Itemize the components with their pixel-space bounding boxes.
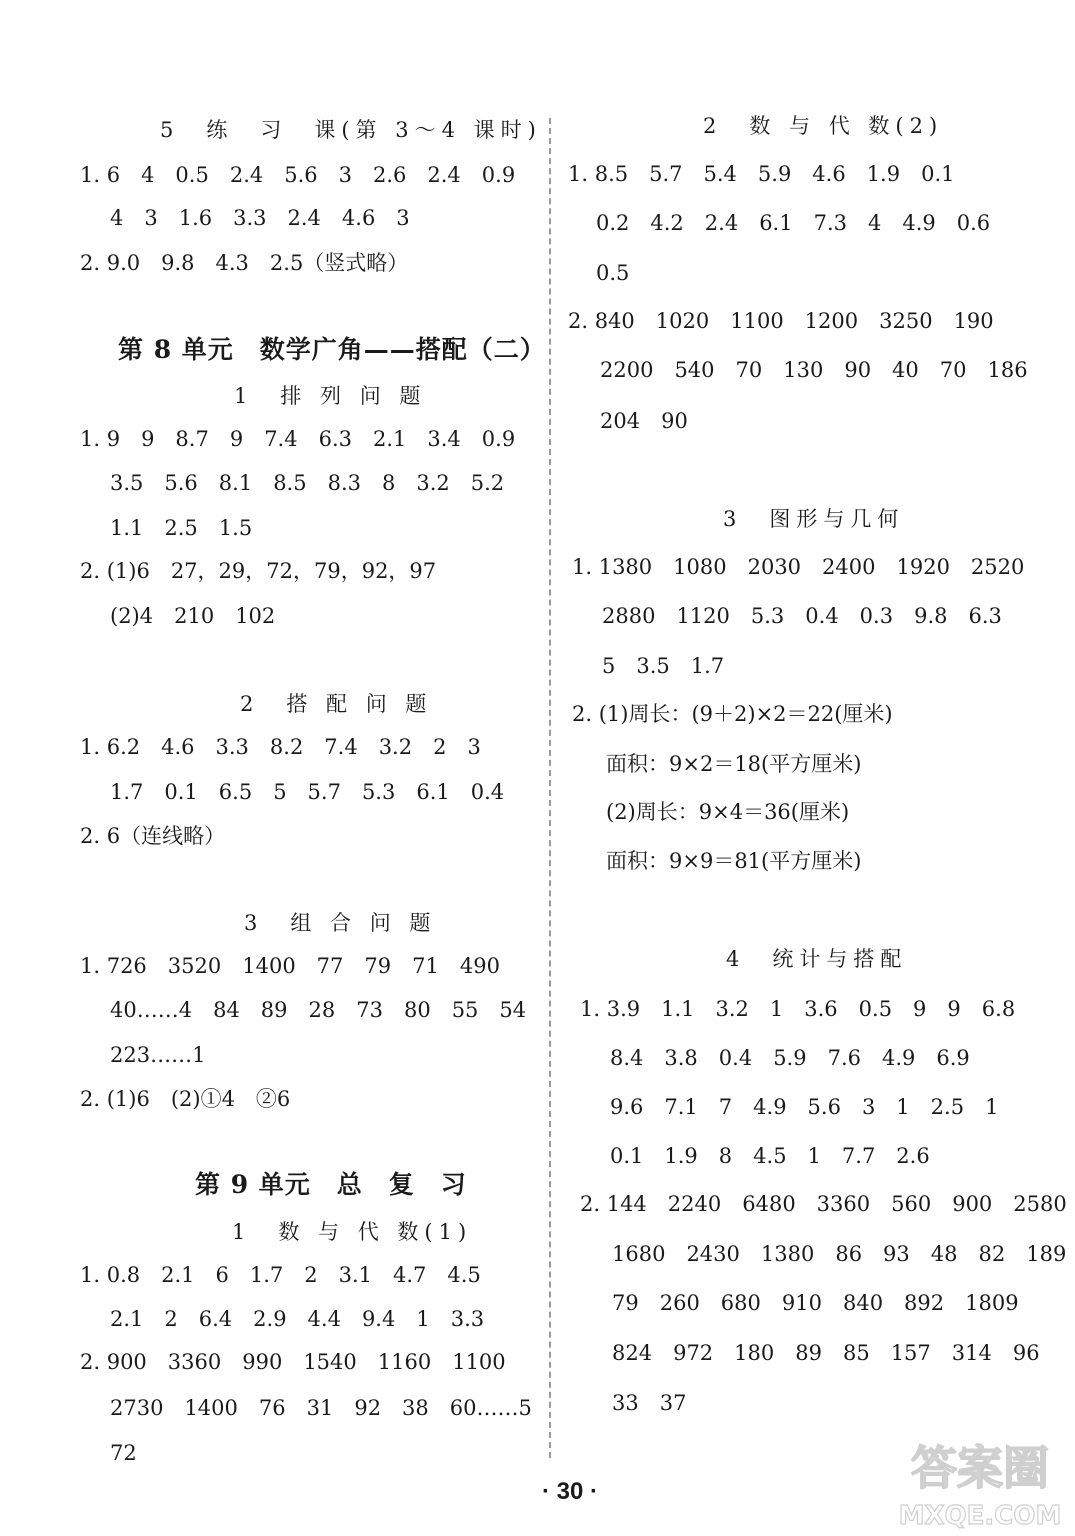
answer-line: 1. 726 3520 1400 77 79 71 490 xyxy=(80,954,500,978)
answer-line: 3.5 5.6 8.1 8.5 8.3 8 3.2 5.2 xyxy=(110,471,505,495)
column-divider xyxy=(549,118,551,1458)
answer-line: (2)周长：9×4＝36(厘米) xyxy=(606,800,850,824)
answer-line: 2. 9.0 9.8 4.3 2.5（竖式略） xyxy=(80,251,409,275)
lesson-title: 2 搭 配 问 题 xyxy=(240,692,433,716)
answer-line: 824 972 180 89 85 157 314 96 xyxy=(612,1341,1040,1365)
answer-line: 0.5 xyxy=(596,261,630,285)
answer-line: 2. (1)周长：(9＋2)×2＝22(厘米) xyxy=(572,702,893,726)
answer-line: 5 3.5 1.7 xyxy=(602,654,725,678)
watermark-url: MXQE.COM xyxy=(898,1501,1062,1531)
answer-line: 1.7 0.1 6.5 5 5.7 5.3 6.1 0.4 xyxy=(110,780,505,804)
lesson-title: 3 组 合 问 题 xyxy=(244,911,437,935)
lesson-title: 4 统计与搭配 xyxy=(726,947,908,971)
lesson-title: 3 图形与几何 xyxy=(723,507,905,531)
answer-line: 1. 6.2 4.6 3.3 8.2 7.4 3.2 2 3 xyxy=(80,735,481,759)
lesson-title: 5 练 习 课(第 3～4 课时) xyxy=(160,118,542,142)
answer-line: 4 3 1.6 3.3 2.4 4.6 3 xyxy=(110,206,410,230)
answer-line: 2200 540 70 130 90 40 70 186 xyxy=(600,358,1028,382)
lesson-title: 1 排 列 问 题 xyxy=(234,384,427,408)
answer-line: 面积：9×9＝81(平方厘米) xyxy=(606,849,862,873)
answer-line: 1. 0.8 2.1 6 1.7 2 3.1 4.7 4.5 xyxy=(80,1263,481,1287)
answer-line: 2.1 2 6.4 2.9 4.4 9.4 1 3.3 xyxy=(110,1307,485,1331)
answer-line: 72 xyxy=(110,1441,137,1465)
answer-line: 面积：9×2＝18(平方厘米) xyxy=(606,752,862,776)
answer-line: 1. 9 9 8.7 9 7.4 6.3 2.1 3.4 0.9 xyxy=(80,427,516,451)
answer-line: 223……1 xyxy=(110,1043,206,1067)
answer-line: 1680 2430 1380 86 93 48 82 189 xyxy=(612,1242,1067,1266)
answer-line: 2. (1)6 (2)①4 ②6 xyxy=(80,1087,291,1111)
watermark-logo xyxy=(895,1432,1065,1532)
unit-title: 第 8 单元 数学广角——搭配（二） xyxy=(118,335,546,364)
answer-line: 2730 1400 76 31 92 38 60……5 xyxy=(110,1396,532,1420)
answer-line: 204 90 xyxy=(600,409,688,433)
answer-line: 40……4 84 89 28 73 80 55 54 xyxy=(110,998,527,1022)
watermark-text: 答案圈 xyxy=(911,1441,1049,1495)
answer-line: 2. 144 2240 6480 3360 560 900 2580 xyxy=(580,1192,1067,1216)
answer-line: 2. 900 3360 990 1540 1160 1100 xyxy=(80,1350,506,1374)
answer-line: 9.6 7.1 7 4.9 5.6 3 1 2.5 1 xyxy=(610,1095,999,1119)
answer-line: 1. 1380 1080 2030 2400 1920 2520 xyxy=(572,555,1025,579)
answer-line: 0.1 1.9 8 4.5 1 7.7 2.6 xyxy=(610,1144,930,1168)
answer-line: (2)4 210 102 xyxy=(110,604,276,628)
answer-line: 2. 840 1020 1100 1200 3250 190 xyxy=(568,309,994,333)
answer-line: 8.4 3.8 0.4 5.9 7.6 4.9 6.9 xyxy=(610,1046,970,1070)
answer-line: 2. 6（连线略） xyxy=(80,824,226,848)
page-number: · 30 · xyxy=(541,1478,598,1505)
lesson-title: 1 数 与 代 数(1) xyxy=(232,1220,473,1244)
lesson-title: 2 数 与 代 数(2) xyxy=(703,114,944,138)
answer-line: 2880 1120 5.3 0.4 0.3 9.8 6.3 xyxy=(602,604,1002,628)
answer-line: 1. 8.5 5.7 5.4 5.9 4.6 1.9 0.1 xyxy=(568,162,955,186)
answer-line: 1.1 2.5 1.5 xyxy=(110,516,253,540)
answer-line: 1. 6 4 0.5 2.4 5.6 3 2.6 2.4 0.9 xyxy=(80,163,516,187)
unit-title: 第 9 单元 总 复 习 xyxy=(195,1170,467,1199)
answer-line: 33 37 xyxy=(612,1391,687,1415)
answer-line: 1. 3.9 1.1 3.2 1 3.6 0.5 9 9 6.8 xyxy=(580,997,1016,1021)
answer-line: 2. (1)6 27，29，72，79，92，97 xyxy=(80,559,437,583)
answer-line: 79 260 680 910 840 892 1809 xyxy=(612,1291,1019,1315)
answer-line: 0.2 4.2 2.4 6.1 7.3 4 4.9 0.6 xyxy=(596,211,991,235)
